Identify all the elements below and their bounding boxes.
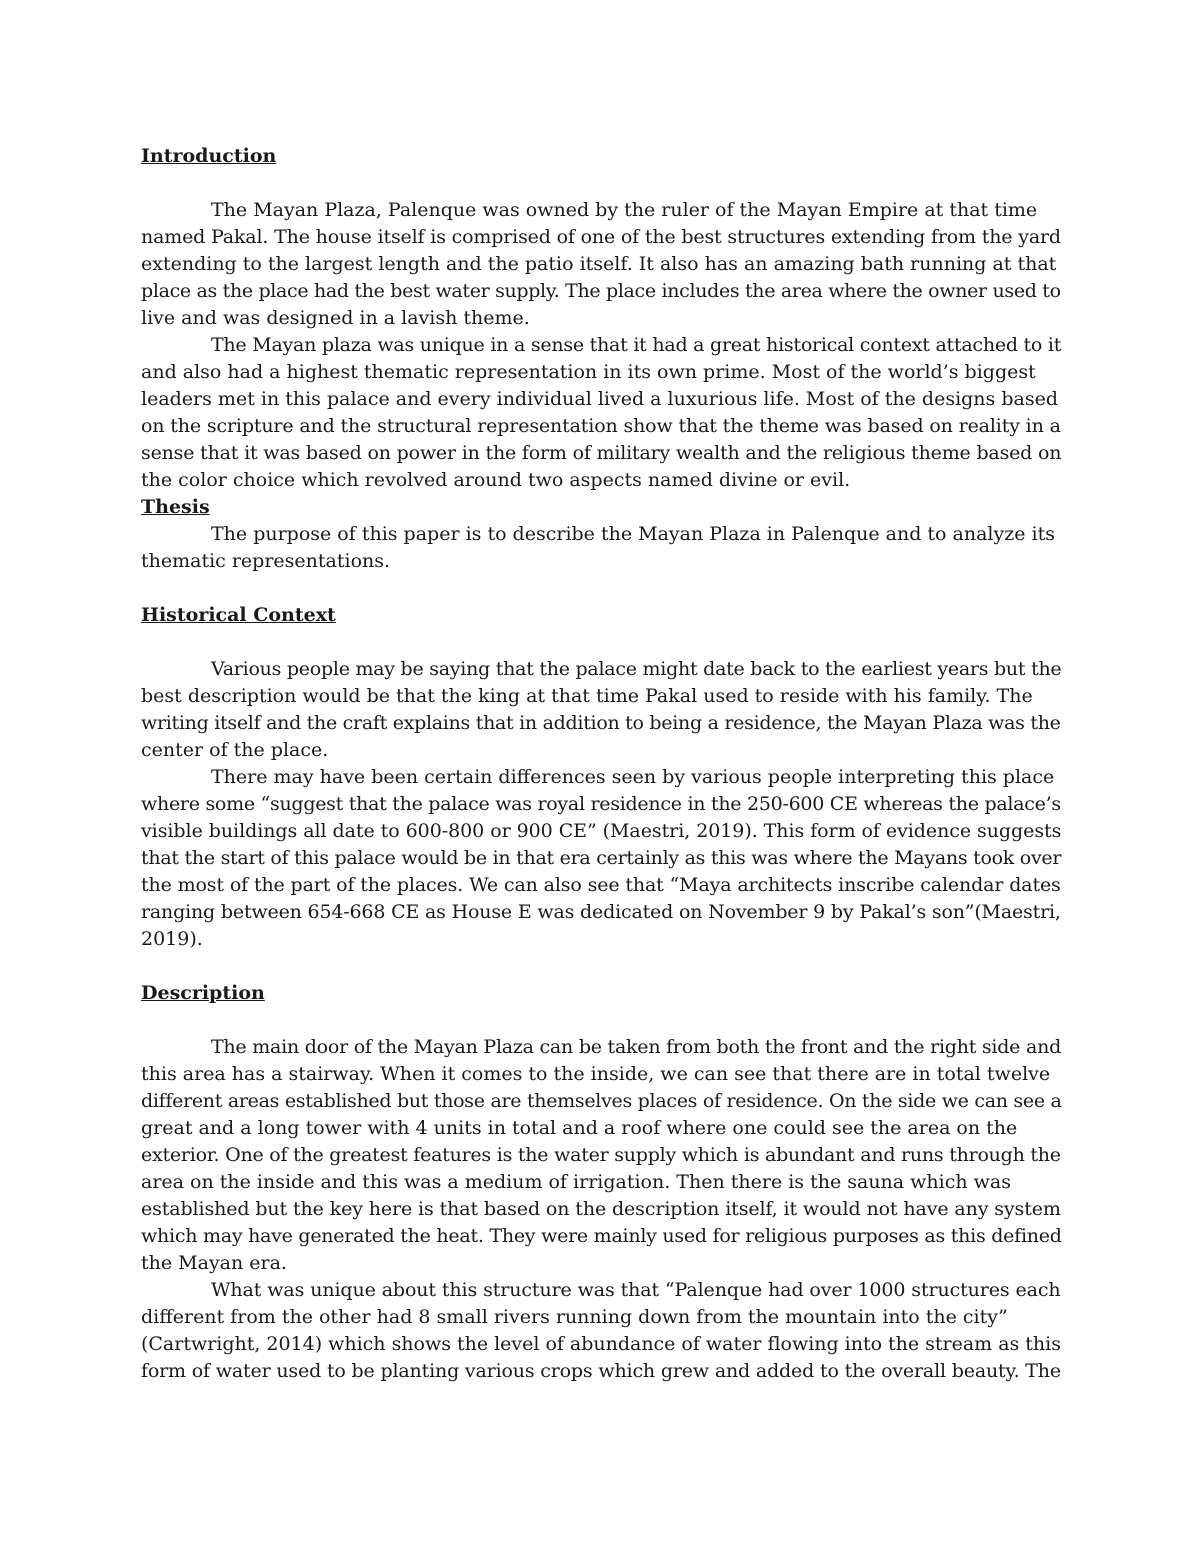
text-line: the color choice which revolved around two aspects named divine or evil. [141, 469, 851, 491]
text-line: The Mayan Plaza, Palenque was owned by the ruler of the Mayan Empire at that time [211, 199, 1038, 221]
text-line: named Pakal. The house itself is comprised of one of the best structures extending from the yard [141, 226, 1061, 248]
spacer [141, 575, 1061, 602]
text-line: 2019). [141, 928, 203, 950]
text-line: different from the other had 8 small rivers running down from the mountain into the city” [141, 1306, 1008, 1328]
text-line: and also had a highest thematic representation in its own prime. Most of the world’s biggest [141, 361, 1036, 383]
paragraph [141, 332, 1061, 494]
paragraph [141, 656, 1061, 764]
text-line: live and was designed in a lavish theme. [141, 307, 530, 329]
text-line: There may have been certain differences seen by various people interpreting this place [211, 766, 1055, 788]
paragraph [141, 1034, 1061, 1277]
text-line: exterior. One of the greatest features is the water supply which is abundant and runs through the [141, 1144, 1061, 1166]
text-line: leaders met in this palace and every individual lived a luxurious life. Most of the designs based [141, 388, 1058, 410]
text-line: What was unique about this structure was that “Palenque had over 1000 structures each [211, 1279, 1061, 1301]
text-line: extending to the largest length and the patio itself. It also has an amazing bath running at that [141, 253, 1057, 275]
paragraph [141, 521, 1061, 575]
text-line: The Mayan plaza was unique in a sense that it had a great historical context attached to it [211, 334, 1062, 356]
spacer [141, 953, 1061, 980]
text-line: which may have generated the heat. They were mainly used for religious purposes as this defined [141, 1225, 1062, 1247]
text-line: the most of the part of the places. We can also see that “Maya architects inscribe calendar dates [141, 874, 1061, 896]
text-line: on the scripture and the structural representation show that the theme was based on reality in a [141, 415, 1061, 437]
document-page [141, 143, 1061, 1385]
paragraph [141, 764, 1061, 953]
text-line: place as the place had the best water supply. The place includes the area where the owner used to [141, 280, 1061, 302]
text-line: that the start of this palace would be in that era certainly as this was where the Mayans took over [141, 847, 1062, 869]
text-line: visible buildings all date to 600-800 or 900 CE” (Maestri, 2019). This form of evidence suggests [141, 820, 1062, 842]
spacer [141, 1007, 1061, 1034]
text-line: center of the place. [141, 739, 329, 761]
text-line: this area has a stairway. When it comes to the inside, we can see that there are in total twelve [141, 1063, 1051, 1085]
text-line: The purpose of this paper is to describe the Mayan Plaza in Palenque and to analyze its [211, 523, 1055, 545]
text-line: area on the inside and this was a medium of irrigation. Then there is the sauna which was [141, 1171, 1012, 1193]
text-line: writing itself and the craft explains that in addition to being a residence, the Mayan Plaza was the [141, 712, 1061, 734]
text-line: Various people may be saying that the palace might date back to the earliest years but the [211, 658, 1062, 680]
text-line: the Mayan era. [141, 1252, 287, 1274]
section-heading-thesis: Thesis [141, 496, 210, 518]
section-heading-introduction: Introduction [141, 145, 277, 167]
spacer [141, 629, 1061, 656]
text-line: where some “suggest that the palace was royal residence in the 250-600 CE whereas the palace’s [141, 793, 1061, 815]
text-line: established but the key here is that based on the description itself, it would not have any system [141, 1198, 1061, 1220]
text-line: The main door of the Mayan Plaza can be taken from both the front and the right side and [211, 1036, 1061, 1058]
section-heading-historical-context: Historical Context [141, 604, 336, 626]
paragraph [141, 1277, 1061, 1385]
text-line: great and a long tower with 4 units in total and a roof where one could see the area on the [141, 1117, 1018, 1139]
text-line: (Cartwright, 2014) which shows the level of abundance of water flowing into the stream as this [141, 1333, 1061, 1355]
text-line: sense that it was based on power in the form of military wealth and the religious theme based on [141, 442, 1062, 464]
paragraph [141, 197, 1061, 332]
text-line: ranging between 654-668 CE as House E was dedicated on November 9 by Pakal’s son”(Maestri, [141, 901, 1061, 923]
text-line: different areas established but those are themselves places of residence. On the side we can see a [141, 1090, 1062, 1112]
section-heading-description: Description [141, 982, 265, 1004]
text-line: best description would be that the king at that time Pakal used to reside with his family. The [141, 685, 1033, 707]
text-line: form of water used to be planting various crops which grew and added to the overall beauty. The [141, 1360, 1061, 1382]
spacer [141, 170, 1061, 197]
text-line: thematic representations. [141, 550, 391, 572]
